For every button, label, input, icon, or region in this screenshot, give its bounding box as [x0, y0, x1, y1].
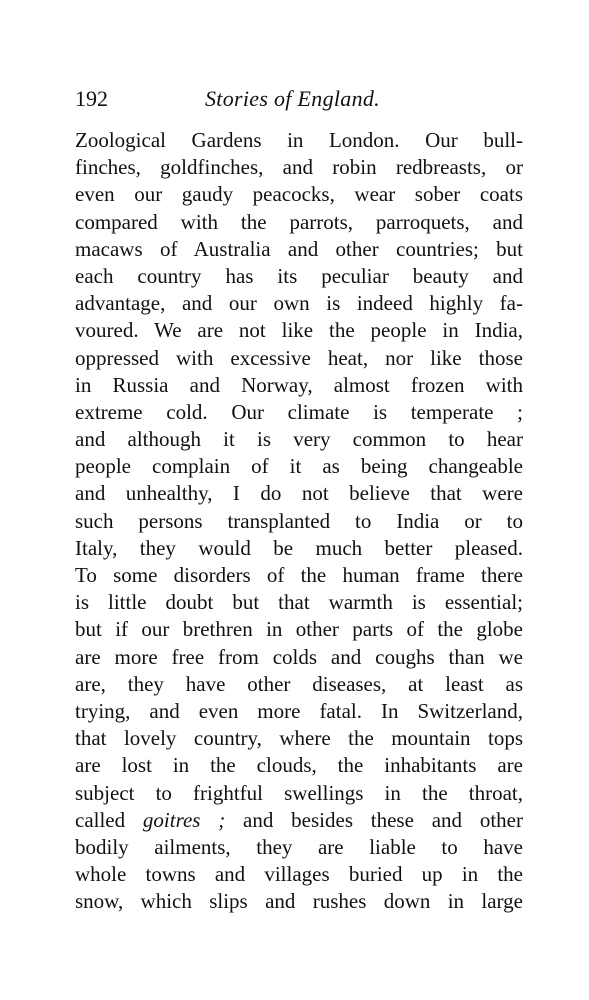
- text-line: bodily ailments, they are liable to have: [75, 834, 523, 859]
- text-line: whole towns and villages buried up in the: [75, 862, 523, 887]
- text-line: To some disorders of the human frame there: [75, 563, 523, 587]
- text-line: advantage, and our own is indeed highly fa-: [75, 291, 523, 316]
- text-line: Italy, they would be much better pleased.: [75, 535, 523, 560]
- text-line: compared with the parrots, parroquets, and: [75, 209, 523, 234]
- text-line: such persons transplanted to India or to: [75, 508, 523, 533]
- text-line: voured. We are not like the people in India,: [75, 318, 523, 343]
- body-text: [75, 127, 523, 915]
- running-head: [75, 84, 523, 114]
- text-line: extreme cold. Our climate is temperate ;: [75, 399, 523, 424]
- text-fragment: called: [75, 807, 143, 832]
- text-line: people complain of it as being changeable: [75, 454, 523, 479]
- running-title: Stories of England.: [205, 86, 380, 111]
- text-line: but if our brethren in other parts of the globe: [75, 617, 523, 642]
- text-line: macaws of Australia and other countries; but: [75, 236, 523, 261]
- text-line: in Russia and Norway, almost frozen with: [75, 372, 523, 397]
- text-line: Zoological Gardens in London. Our bull-: [75, 128, 523, 152]
- text-line: that lovely country, where the mountain tops: [75, 726, 523, 751]
- text-line: are, they have other diseases, at least as: [75, 671, 523, 696]
- text-line: oppressed with excessive heat, nor like those: [75, 345, 523, 370]
- italic-term: goitres ;: [142, 807, 226, 832]
- text-line: finches, goldfinches, and robin redbreasts, or: [75, 155, 523, 180]
- text-line: and although it is very common to hear: [75, 427, 523, 452]
- text-line: is little doubt but that warmth is essential;: [75, 590, 523, 615]
- text-line: are lost in the clouds, the inhabitants are: [75, 753, 523, 778]
- text-line: and unhealthy, I do not believe that were: [75, 481, 523, 506]
- text-line: are more free from colds and coughs than we: [75, 644, 523, 669]
- text-line: snow, which slips and rushes down in large: [75, 889, 523, 914]
- text-line-with-italic: [75, 807, 523, 834]
- text-fragment: and besides these and other: [225, 807, 523, 832]
- page-number: 192: [75, 86, 108, 111]
- text-line: each country has its peculiar beauty and: [75, 263, 523, 288]
- text-line: even our gaudy peacocks, wear sober coats: [75, 182, 523, 207]
- text-line: trying, and even more fatal. In Switzerland,: [75, 698, 523, 723]
- text-line: subject to frightful swellings in the throat,: [75, 780, 523, 805]
